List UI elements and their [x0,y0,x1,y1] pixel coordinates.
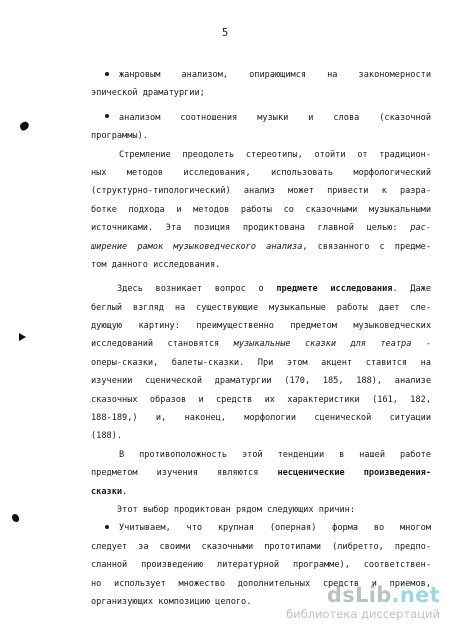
text-line [91,391,431,409]
text-line [91,280,431,298]
text-run: Учитываем, что крупная (оперная) форма во многом [119,523,431,534]
text-line [91,501,431,519]
text-run: предметом изучения являются [91,468,278,479]
text-line [91,182,431,200]
bullet-icon [105,72,109,76]
text-line [91,84,431,102]
text-run: - [411,339,431,350]
text-run: сказки [91,486,123,497]
text-line [91,256,431,274]
text-line [91,464,431,482]
text-run: эпической драматургии; [91,88,205,99]
text-run: несценические произведения- [277,468,431,479]
text-run: ных методов исследования, использовать морфологический [91,167,431,178]
text-run: сланной произведению литературной программе), соответствен- [91,560,431,571]
text-line [91,446,431,464]
text-run: В противоположность этой тенденции в нашей работе [119,449,431,460]
text-run: жанровым анализом, опирающимся на закономерности [119,70,431,80]
text-run: программы). [91,131,148,142]
text-line [91,164,431,182]
text-run: (структурно-типологический) анализ может привести к разра- [91,186,431,197]
text-run: Здесь возникает вопрос о [117,284,277,295]
text-run: следует за своими сказочными прототипами (либретто, предпо- [91,541,431,552]
text-run: том данного исследования. [91,259,221,270]
watermark-logo [240,584,440,607]
text-run: (188). [91,431,123,442]
watermark-name: dsLib [326,583,392,607]
text-line [91,109,431,127]
text-line [91,427,431,445]
text-run: . [122,486,128,497]
text-line [91,409,431,427]
bullet-icon [105,114,109,118]
text-run: изучении сценической драматургии (170, 185, 188), анализе [91,376,431,387]
text-line [91,146,431,164]
text-line [91,483,431,501]
scan-mark [12,514,19,522]
text-run: организующих композицию целого. [91,596,252,607]
text-run: дующую картину: преимущественно предметом музыковедческих [91,321,431,332]
text-line [91,354,431,372]
watermark-tagline: библиотека диссертаций [286,607,440,621]
text-run: , связанного с предме- [302,241,431,252]
text-line [91,299,431,317]
scan-mark [19,121,30,132]
text-line [91,538,431,556]
text-line [91,219,431,237]
text-run: . Даже [392,284,431,295]
text-run: сказочных образов и средств их характеристики (161, 182, [91,394,431,405]
text-line [91,66,431,84]
watermark [240,584,440,621]
text-run: исследований становятся [91,339,234,350]
document-body [91,66,431,611]
text-line [91,127,431,145]
text-run: но использует множество дополнительных средств и приемов, [91,578,431,589]
scan-mark [19,333,26,341]
text-run: источниками. Эта позиция продиктована главной целью: [91,223,411,234]
bullet-icon [105,525,109,529]
text-run: музыкальные сказки для театра [233,339,412,350]
text-line [91,372,431,390]
watermark-ext: .net [391,583,440,607]
text-run: беглый взгляд на существующие музыкальные работы дает сле- [91,302,431,313]
text-run: ботке подхода и методов работы со сказочными музыкальными [91,204,431,215]
text-line [91,201,431,219]
text-line [91,335,431,353]
text-run: оперы-сказки, балеты-сказки. При этом акцент ставится на [91,357,431,368]
page-number: 5 [221,27,229,39]
text-line [91,238,431,256]
text-run: Стремление преодолеть стереотипы, отойти от традицион- [119,149,431,160]
text-run: Этот выбор продиктован рядом следующих причин: [117,504,355,515]
text-run: анализом соотношения музыки и слова (сказочной [119,112,431,123]
text-line [91,317,431,335]
text-run: предмете исследования [276,284,393,295]
text-run: рас- [410,223,431,234]
text-line [91,519,431,537]
text-run: 188-189,) и, наконец, морфологии сценической ситуации [91,413,431,424]
text-run: ширение рамок музыковедческого анализа [91,241,303,252]
text-line [91,556,431,574]
